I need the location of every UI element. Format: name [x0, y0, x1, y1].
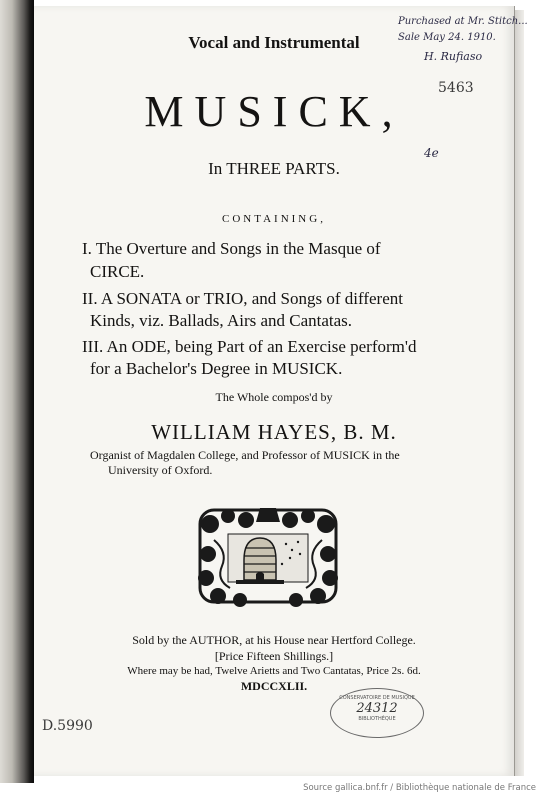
purchase-note-line1: Purchased at Mr. Stitch... — [398, 16, 528, 27]
book-binding-edge — [0, 0, 34, 790]
title-page — [34, 6, 528, 776]
shelfmark-number: 5463 — [438, 80, 474, 96]
purchase-note-line2: Sale May 24. 1910. — [398, 32, 496, 43]
containing-label: CONTAINING, — [222, 213, 326, 225]
stamp-line1: CONSERVATOIRE DE MUSIQUE — [339, 695, 415, 701]
part2-line2: Kinds, viz. Ballads, Airs and Cantatas. — [90, 311, 353, 330]
price-line: [Price Fifteen Shillings.] — [214, 649, 334, 663]
beehive-vignette-ornament — [194, 504, 342, 608]
stamp-line2: BIBLIOTHÈQUE — [358, 716, 396, 722]
part3-line2: for a Bachelor's Degree in MUSICK. — [90, 359, 343, 378]
part1-line1: I. The Overture and Songs in the Masque of — [82, 239, 381, 258]
main-title: MUSICK, — [144, 87, 404, 136]
library-stamp — [330, 688, 424, 738]
composer-name: WILLIAM HAYES, B. M. — [151, 420, 397, 444]
also-available-line: Where may be had, Twelve Arietts and Two Cantatas, Price 2s. 6d. — [127, 665, 421, 677]
part3-line1: III. An ODE, being Part of an Exercise perform'd — [82, 337, 417, 356]
signature: H. Rufiaso — [424, 50, 483, 63]
part2-line1: II. A SONATA or TRIO, and Songs of different — [82, 289, 403, 308]
part1-line2: CIRCE. — [90, 262, 145, 281]
publication-year: MDCCXLII. — [240, 679, 308, 693]
source-credit: Source gallica.bnf.fr / Bibliothèque nationale de France — [303, 783, 536, 793]
subtitle: In THREE PARTS. — [208, 159, 340, 178]
page-edge-shadow — [514, 10, 524, 776]
sold-by-line: Sold by the AUTHOR, at his House near Hertford College. — [132, 633, 416, 647]
position-line1: Organist of Magdalen College, and Professor of MUSICK in the — [90, 448, 400, 462]
title-line1: Vocal and Instrumental — [188, 33, 360, 52]
page-mark: 4e — [424, 146, 439, 160]
composed-by: The Whole compos'd by — [215, 390, 333, 404]
stamp-number: 24312 — [356, 701, 398, 716]
source-credit-bar — [0, 783, 542, 800]
catalog-number: D.5990 — [42, 718, 93, 734]
position-line2: University of Oxford. — [108, 463, 213, 477]
